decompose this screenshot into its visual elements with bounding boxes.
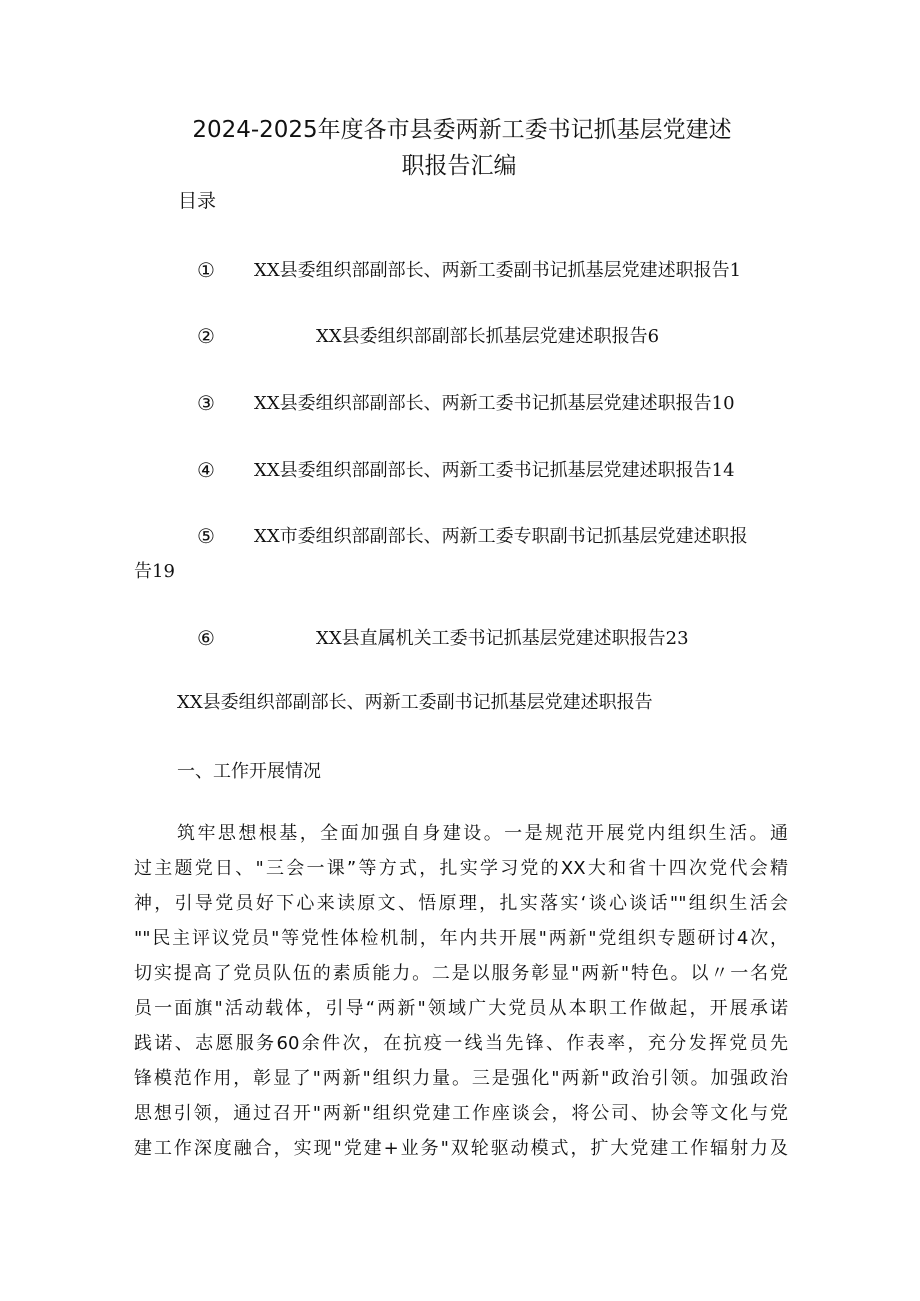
toc-number: ⑤ <box>197 524 215 548</box>
section-heading: 一、工作开展情况 <box>177 761 321 782</box>
body-paragraph-line: 践诺、志愿服务60余件次，在抗疫一线当先锋、作表率，充分发挥党员先 <box>134 1033 788 1054</box>
body-paragraph-line: 过主题党日、"三会一课”等方式，扎实学习党的XX大和省十四次党代会精 <box>134 858 788 879</box>
toc-number: ⑥ <box>197 626 215 650</box>
body-paragraph-line: ""民主评议党员"等党性体检机制，年内共开展"两新"党组织专题研讨4次， <box>134 928 788 949</box>
toc-entry[interactable]: XX县委组织部副部长、两新工委书记抓基层党建述职报告14 <box>254 460 735 481</box>
body-paragraph-line: 切实提高了党员队伍的素质能力。二是以服务彰显"两新"特色。以〃一名党 <box>134 963 788 984</box>
body-paragraph-line: 神，引导党员好下心来读原文、悟原理，扎实落实‘谈心谈话""组织生活会 <box>134 893 788 914</box>
body-paragraph-line: 锋模范作用，彰显了"两新"组织力量。三是强化"两新"政治引领。加强政治 <box>134 1068 788 1089</box>
toc-number: ② <box>197 324 215 348</box>
toc-entry[interactable]: XX县委组织部副部长、两新工委书记抓基层党建述职报告10 <box>254 393 735 414</box>
toc-number: ① <box>197 258 215 282</box>
toc-entry-continuation[interactable]: 告19 <box>134 561 175 582</box>
toc-entry[interactable]: XX县直属机关工委书记抓基层党建述职报告23 <box>316 628 689 649</box>
document-title-line2: 职报告汇编 <box>401 153 517 179</box>
report-title: XX县委组织部副部长、两新工委副书记抓基层党建述职报告 <box>177 692 653 713</box>
document-title-line1: 2024-2025年度各市县委两新工委书记抓基层党建述 <box>192 117 732 143</box>
toc-heading: 目录 <box>178 190 217 212</box>
body-paragraph-line: 筑牢思想根基，全面加强自身建设。一是规范开展党内组织生活。通 <box>177 823 788 844</box>
body-paragraph-line: 员一面旗"活动载体，引导“两新"领域广大党员从本职工作做起，开展承诺 <box>134 998 788 1019</box>
toc-entry[interactable]: XX县委组织部副部长、两新工委副书记抓基层党建述职报告1 <box>254 260 742 281</box>
toc-number: ③ <box>197 391 215 415</box>
toc-entry[interactable]: XX市委组织部副部长、两新工委专职副书记抓基层党建述职报 <box>254 526 748 547</box>
body-paragraph-line: 思想引领，通过召开"两新"组织党建工作座谈会，将公司、协会等文化与党 <box>134 1103 788 1124</box>
toc-number: ④ <box>197 458 215 482</box>
body-paragraph-line: 建工作深度融合，实现"党建+业务"双轮驱动模式，扩大党建工作辐射力及 <box>134 1138 788 1159</box>
toc-entry[interactable]: XX县委组织部副部长抓基层党建述职报告6 <box>316 326 660 347</box>
